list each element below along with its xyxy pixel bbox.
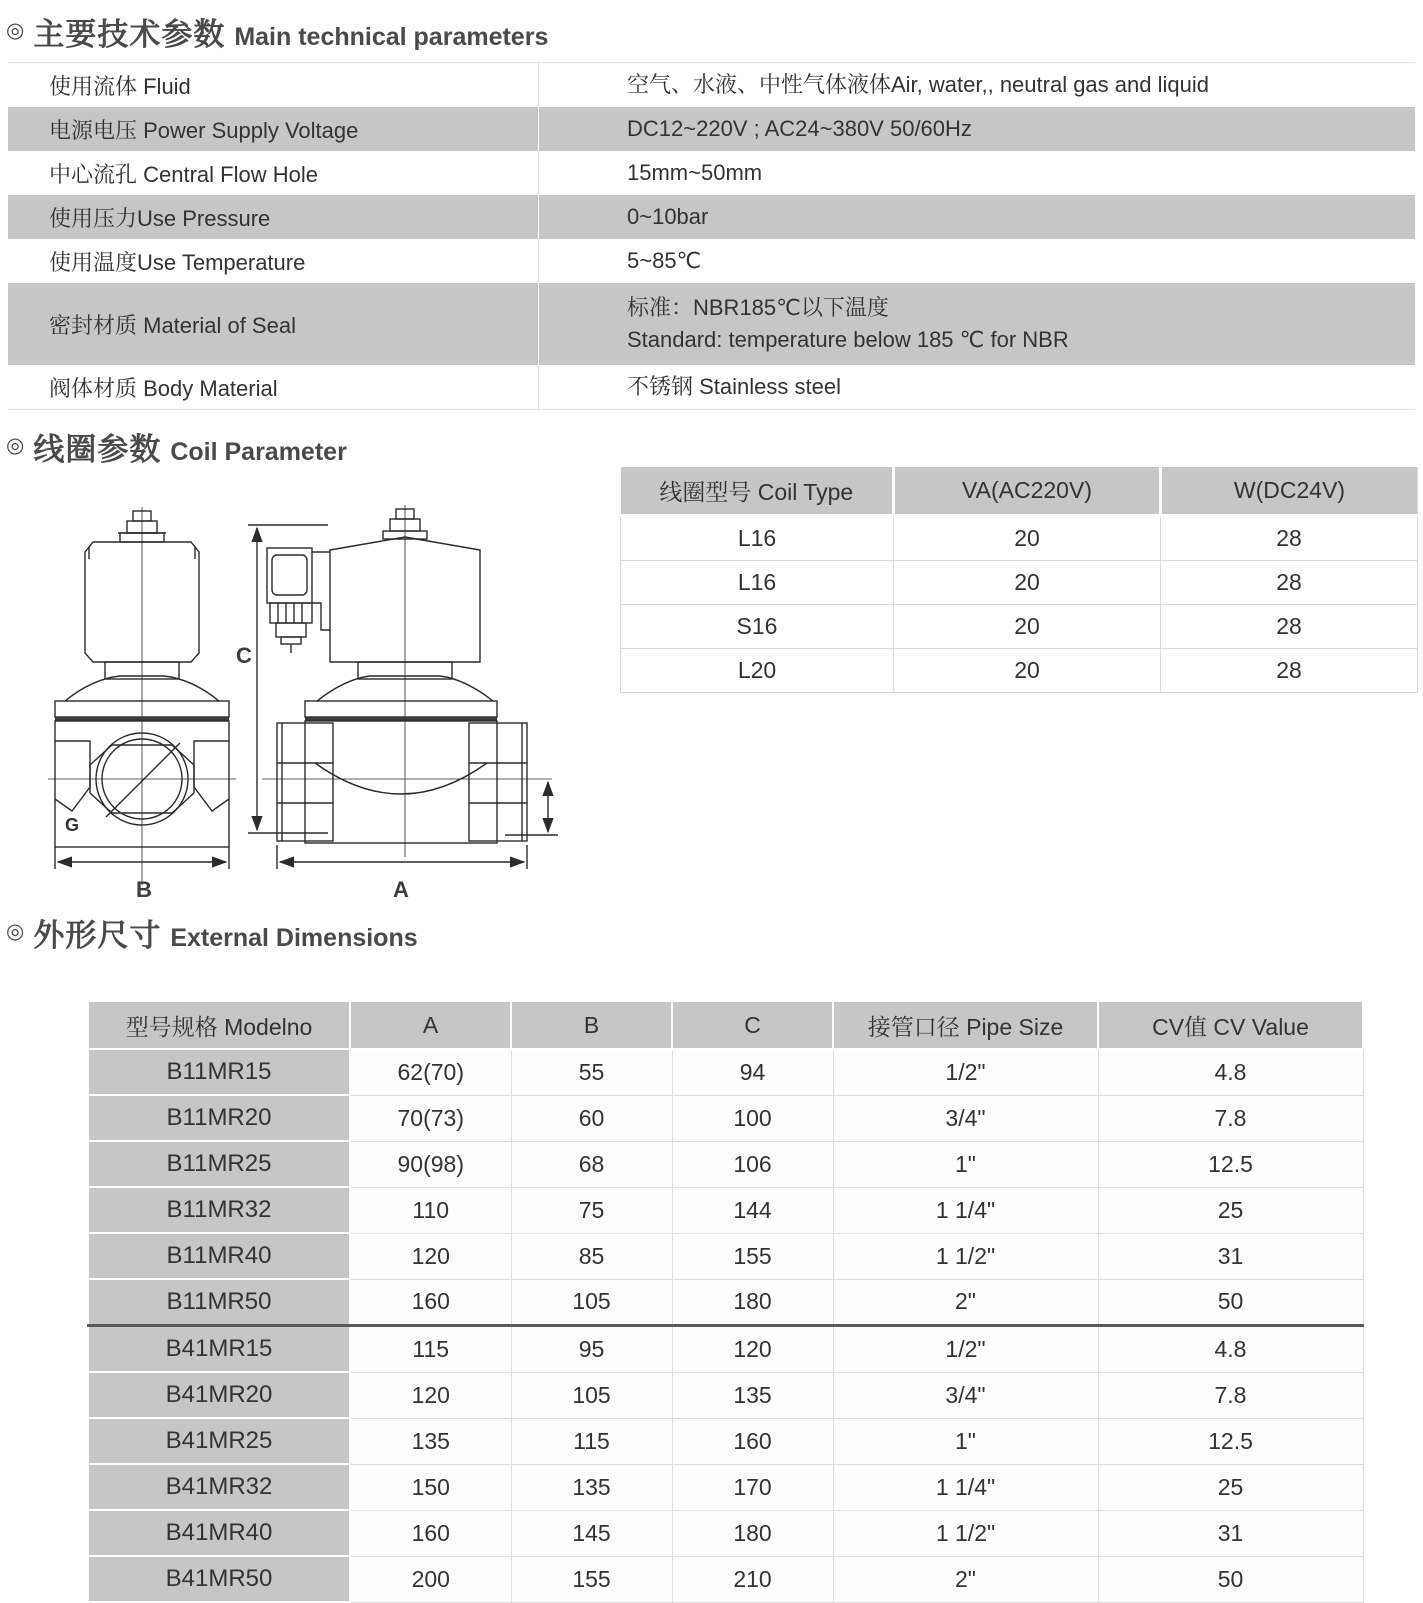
valve-front-view [48,507,236,902]
drawing-label-g: G [65,815,80,835]
model-cell: B41MR25 [88,1418,350,1464]
section-title-en: External Dimensions [170,924,418,952]
table-row [88,1418,1363,1464]
dims-header-model: 型号规格 Modelno [88,1001,350,1049]
model-cell: B11MR20 [88,1095,350,1141]
dims-cell: 50 [1098,1279,1363,1326]
dims-cell: 4.8 [1098,1326,1363,1373]
table-row [88,1372,1363,1418]
model-cell: B11MR25 [88,1141,350,1187]
table-row [88,1464,1363,1510]
dims-cell: 2" [833,1279,1098,1326]
section-title-zh: 主要技术参数 [33,17,226,52]
dims-cell: 7.8 [1098,1095,1363,1141]
table-row [88,1279,1363,1326]
table-header-row [621,467,1418,516]
dims-cell: 144 [672,1187,833,1233]
external-dimensions-table [87,1000,1364,1603]
table-header-row [88,1001,1363,1049]
model-cell: B41MR50 [88,1556,350,1602]
valve-side-view [236,505,558,902]
dims-cell: 105 [511,1372,672,1418]
coil-cell: 20 [894,516,1161,561]
table-row [88,1187,1363,1233]
model-cell: B41MR40 [88,1510,350,1556]
section-title-zh: 线圈参数 [33,432,162,467]
table-row [88,1049,1363,1095]
dims-cell: 1 1/2" [833,1233,1098,1279]
dims-cell: 120 [350,1372,511,1418]
model-cell: B11MR15 [88,1049,350,1095]
dims-cell: 200 [350,1556,511,1602]
dims-cell: 1" [833,1418,1098,1464]
dims-cell: 150 [350,1464,511,1510]
dims-cell: 180 [672,1279,833,1326]
dims-cell: 31 [1098,1510,1363,1556]
section-title-coil-parameter [6,424,347,469]
param-value: 5~85℃ [627,248,702,274]
dims-cell: 120 [672,1326,833,1373]
dims-cell: 55 [511,1049,672,1095]
section-bullet-icon: ◎ [6,433,25,457]
dims-cell: 90(98) [350,1141,511,1187]
dims-cell: 135 [511,1464,672,1510]
section-title-main-parameters [6,9,548,54]
dims-cell: 155 [672,1233,833,1279]
table-row [8,195,1415,239]
param-label: 密封材质 Material of Seal [8,283,539,365]
dims-header-pipe-size: 接管口径 Pipe Size [833,1001,1098,1049]
dims-cell: 31 [1098,1233,1363,1279]
dims-cell: 160 [350,1510,511,1556]
dims-cell: 50 [1098,1556,1363,1602]
dims-cell: 106 [672,1141,833,1187]
param-label: 使用温度Use Temperature [8,239,539,283]
dims-cell: 60 [511,1095,672,1141]
dims-header-c: C [672,1001,833,1049]
coil-cell: L20 [621,649,894,693]
dims-cell: 75 [511,1187,672,1233]
model-cell: B11MR40 [88,1233,350,1279]
model-cell: B11MR32 [88,1187,350,1233]
dims-cell: 1 1/2" [833,1510,1098,1556]
dims-cell: 135 [350,1418,511,1464]
table-row [88,1510,1363,1556]
table-row [621,516,1418,561]
dims-cell: 160 [672,1418,833,1464]
dims-cell: 115 [511,1418,672,1464]
section-title-zh: 外形尺寸 [33,918,162,953]
dims-cell: 120 [350,1233,511,1279]
drawing-label-a: A [393,877,409,902]
coil-cell: 28 [1161,561,1418,605]
dims-cell: 12.5 [1098,1141,1363,1187]
dims-cell: 1/2" [833,1049,1098,1095]
valve-technical-drawing [40,495,600,905]
dims-cell: 95 [511,1326,672,1373]
main-parameters-table [8,62,1415,410]
table-row [621,561,1418,605]
dims-cell: 145 [511,1510,672,1556]
dims-cell: 25 [1098,1464,1363,1510]
model-cell: B41MR15 [88,1326,350,1373]
model-cell: B41MR20 [88,1372,350,1418]
coil-parameter-table [620,467,1418,693]
coil-cell: L16 [621,561,894,605]
table-row [8,63,1415,107]
dims-cell: 7.8 [1098,1372,1363,1418]
table-row [621,605,1418,649]
param-value: 15mm~50mm [627,160,763,186]
coil-header-type: 线圈型号 Coil Type [621,467,894,516]
dims-cell: 25 [1098,1187,1363,1233]
table-row [8,239,1415,283]
section-title-en: Main technical parameters [234,23,549,51]
section-title-en: Coil Parameter [170,438,347,466]
dims-cell: 4.8 [1098,1049,1363,1095]
table-row-group-start [88,1326,1363,1373]
table-row [88,1095,1363,1141]
coil-cell: L16 [621,516,894,561]
section-bullet-icon: ◎ [6,18,25,42]
table-row [8,107,1415,151]
section-bullet-icon: ◎ [6,919,25,943]
dims-cell: 155 [511,1556,672,1602]
dims-cell: 85 [511,1233,672,1279]
dims-cell: 2" [833,1556,1098,1602]
coil-cell: 20 [894,605,1161,649]
param-label: 阀体材质 Body Material [8,365,539,409]
dims-cell: 1/2" [833,1326,1098,1373]
dims-cell: 62(70) [350,1049,511,1095]
coil-cell: 28 [1161,649,1418,693]
dims-cell: 100 [672,1095,833,1141]
dims-cell: 115 [350,1326,511,1373]
coil-header-w: W(DC24V) [1161,467,1418,516]
dims-cell: 170 [672,1464,833,1510]
dims-cell: 210 [672,1556,833,1602]
dims-cell: 12.5 [1098,1418,1363,1464]
dims-cell: 160 [350,1279,511,1326]
dims-cell: 94 [672,1049,833,1095]
dims-cell: 135 [672,1372,833,1418]
param-label: 电源电压 Power Supply Voltage [8,107,539,151]
dims-cell: 3/4" [833,1372,1098,1418]
coil-cell: 20 [894,561,1161,605]
coil-cell: 28 [1161,516,1418,561]
coil-header-va: VA(AC220V) [894,467,1161,516]
param-value-line1: 标准：NBR185℃以下温度 [627,295,889,321]
param-value-line2: Standard: temperature below 185 ℃ for NBR [627,327,1069,352]
dims-cell: 180 [672,1510,833,1556]
param-value: 不锈钢 Stainless steel [627,374,841,400]
param-label: 中心流孔 Central Flow Hole [8,151,539,195]
table-row [621,649,1418,693]
section-title-external-dimensions [6,910,418,955]
param-value: 0~10bar [627,204,709,230]
coil-cell: 28 [1161,605,1418,649]
dims-cell: 70(73) [350,1095,511,1141]
dims-header-b: B [511,1001,672,1049]
dims-header-a: A [350,1001,511,1049]
dims-cell: 1 1/4" [833,1187,1098,1233]
dims-cell: 105 [511,1279,672,1326]
model-cell: B41MR32 [88,1464,350,1510]
param-value: DC12~220V ; AC24~380V 50/60Hz [627,116,972,142]
table-row [8,365,1415,409]
param-label: 使用流体 Fluid [8,63,539,107]
dims-cell: 1" [833,1141,1098,1187]
coil-cell: S16 [621,605,894,649]
coil-cell: 20 [894,649,1161,693]
param-value: 空气、水液、中性气体液体Air, water,, neutral gas and liquid [627,72,1209,98]
dims-header-cv-value: CV值 CV Value [1098,1001,1363,1049]
param-label: 使用压力Use Pressure [8,195,539,239]
dims-cell: 3/4" [833,1095,1098,1141]
model-cell: B11MR50 [88,1279,350,1326]
dims-cell: 1 1/4" [833,1464,1098,1510]
dims-cell: 68 [511,1141,672,1187]
drawing-label-b: B [136,877,152,902]
table-row [8,151,1415,195]
table-row [88,1141,1363,1187]
drawing-label-c: C [236,643,252,668]
table-row [8,283,1415,365]
dims-cell: 110 [350,1187,511,1233]
table-row [88,1556,1363,1602]
param-value [539,283,1415,365]
table-row [88,1233,1363,1279]
